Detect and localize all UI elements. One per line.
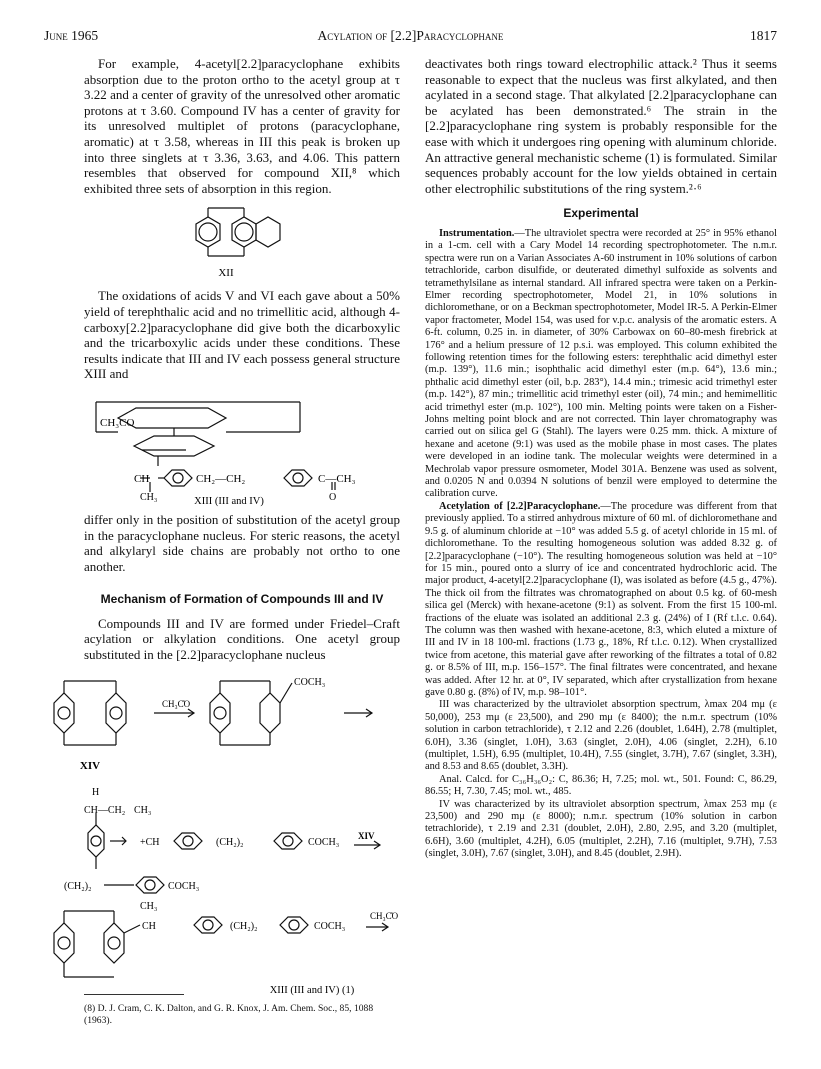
paragraph-oxidation: The oxidations of acids V and VI each gave about a 50% yield of terephthalic acid and no trimellitic acid, although 4-carboxy[2.2]paracyclophane did give both the dicarboxylic and the tricarboxylic acids under these conditions. These results indicate that III and IV each possess general structure XIII and xyxy=(84,288,400,382)
structure-xii-label: XII xyxy=(218,267,234,280)
experimental-heading: Experimental xyxy=(563,206,639,221)
scheme-ch: CH xyxy=(142,920,156,932)
xiii-oxygen: O xyxy=(329,491,337,503)
scheme-coch3-bottom: COCH₃ xyxy=(314,920,346,932)
scheme-ch3: CH₃ xyxy=(134,804,152,816)
paragraph-iii: III was characterized by the ultraviolet absorption spectrum, λmax 204 mμ (ε 50,000), 253 mμ (ε 23,500), and 290 mμ (ε 8400); the n.m.r. spectrum (10% solution in carbon tetrachloride), τ 2.12 and 2.26 (doublet, 1.64H), 2.78 (multiplet, 6.0H), 3.36 (singlet, 1.0H), 3.63 (singlet, 2.0H), 4.06 (singlet, 2.2H), 6.10 (multiplet, 1.5H), 6.95 (multiplet, 10.4H), 7.55 (singlet, 3.7H), 7.67 (singlet, 3.3H), and 8.53 and 8.65 (doublet, 3.3H). xyxy=(425,699,777,773)
acetylation-heading: Acetylation of [2.2]Paracyclophane. xyxy=(439,500,601,512)
paragraph-nmr: For example, 4-acetyl[2.2]paracyclophane exhibits absorption due to the proton ortho to the acetyl group at τ 3.22 and a center of gravity of the unresolved other aromatic protons at τ 3.60. Compound IV has a center of gravity for its unresolved multiplet of protons (paracyclophane, aromatic) at τ 3.58, whereas in III this peak is broken up into three singlets at τ 3.36, 3.63, and 4.06. This pattern resembles that observed for compound XII,⁸ which exhibited three sets of absorption in this region. xyxy=(84,56,400,196)
paragraph-analysis: Anal. Calcd. for C₃₆H₃₆O₂: C, 86.36; H, 7.25; mol. wt., 501. Found: C, 86.29, 86.55; H, 7.30, 7.45; mol. wt., 485. xyxy=(425,773,777,798)
left-column xyxy=(64,56,400,1003)
xiii-ch: CH xyxy=(134,472,150,485)
scheme-plus-ch: +CH xyxy=(140,836,160,848)
scheme-h: H xyxy=(92,786,100,798)
xiii-chain: CH₂—CH₂ xyxy=(196,472,246,485)
instrumentation-heading: Instrumentation. xyxy=(439,227,515,239)
paragraph-mechanism: Compounds III and IV are formed under Friedel–Craft acylation or alkylation conditions. One acetyl group substituted in the [2.2]paracyclophane nucleus xyxy=(84,615,400,663)
structure-xii xyxy=(84,196,400,288)
scheme-coch3-top: COCH₃ xyxy=(294,676,326,688)
running-header xyxy=(44,28,777,48)
paragraph-deactivates: deactivates both rings toward electrophilic attack.² Thus it seems reasonable to expect that the nucleus was first alkylated, and then acylated in a second stage. That alkylated [2.2]paracyclophane can be acylated has been demonstrated.⁶ The strain in the [2.2]paracyclophane ring system is probably responsible for the ease with which it undergoes ring opening with aluminum chloride. An attractive general mechanistic scheme (1) is formulated. Similar sequences probably account for the low yields obtained in certain other electrophilic substitutions of the ring system.²·⁶ xyxy=(425,56,777,196)
scheme-ch2-2-bottom: (CH₂)₂ xyxy=(230,920,258,932)
scheme-coch3-mid: COCH₃ xyxy=(168,880,200,892)
page-number: 1817 xyxy=(750,28,777,43)
footnote: (8) D. J. Cram, C. K. Dalton, and G. R. Knox, J. Am. Chem. Soc., 85, 1088 (1963). xyxy=(84,1003,374,1026)
footnote-rule xyxy=(84,994,184,995)
scheme-label: XIII (III and IV) (1) xyxy=(269,984,355,996)
experimental-body xyxy=(425,228,777,861)
scheme-xiv-arrow: XIV xyxy=(358,830,375,841)
scheme-reagent-2: CH₃C̊O xyxy=(370,910,399,921)
scheme-ch3-bottom: CH₃ xyxy=(140,900,158,912)
paragraph-instrumentation xyxy=(425,228,777,501)
xiii-acyl-group: CH₃CO xyxy=(100,416,135,429)
mechanism-scheme-drawing xyxy=(44,663,400,1003)
xiii-methyl: CH₃ xyxy=(140,491,158,503)
header-title: Acylation of [2.2]Paracyclophane xyxy=(317,28,504,43)
instrumentation-text: —The ultraviolet spectra were recorded at 25° in 95% ethanol in a 1-cm. cell with a Cary Model 14 recording spectrophotometer. The n.m.r. spectra were run on a Varian Associates A-60 instrument in 10% solutions of carbon tetrachloride, carbon disulfide, or deuterated dimethyl sulfoxide as solvents and tetramethylsilane as internal standard. All infrared spectra were taken on a Perkin-Elmer recording spectrophotometer, Model 21, in 10% solutions in dichloromethane, or on a Beckman spectrophotometer, Model IR-5. A Perkin-Elmer vapor fractometer, Model 154, was used for v.p.c. analysis of the aromatic esters. A 6-ft. column, 0.25 in. in diameter, of 30% Carbowax on 60–80-mesh firebrick at 176° and a helium pressure of 12 p.s.i. was employed. This column exhibited the following retention times for the following esters: terephthalic acid dimethyl ester (m.p. 139°), 11.6 min.; isophthalic acid dimethyl ester (m.p. 64°), 13.6 min.; phthalic acid dimethyl ester (oil, b.p. 283°), 14.4 min.; trimesic acid trimethyl ester (m.p. 142°), 87 min.; trimellitic acid trimethyl ester (oil), 74 min.; and hemimellitic acid trimethyl ester (m.p. 102°), 100 min. Melting points were taken on a Fisher-Johns melting point block and are not corrected. Thin layer chromatography was carried out on silica gel G (Stahl). The layers were 0.25 mm. thick. A mixture of hexane and acetone (9:1) was used as the mobile phase in most cases. The plates were developed in an iodine tank. The molecular weights were determined in a Mechrolab vapor pressure osmometer, Model 301A. Benzene was used as solvent, and 0.0205 N and 0.0394 N solutions of benzil were employed to determine the calibration curve. xyxy=(425,227,777,500)
xiii-label: XIII (III and IV) xyxy=(194,495,264,507)
scheme-reagent: CH₃C̊O xyxy=(162,698,191,709)
acetylation-text: —The procedure was different from that previously applied. To a stirred anhydrous mixture of 60 ml. of dichloromethane and 9.5 g. of aluminum chloride at −10° was added 5.5 g. of acetyl chloride in 15 ml. of dichloromethane. To the resulting homogeneous solution was added 8.32 g. of [2.2]paracyclophane (−10°). The resulting homogeneous solution was held at −10° for 15 min., poured onto a slurry of ice and concentrated hydrochloric acid. The major product, 4-acetyl[2.2]paracyclophane (I), was isolated as before (4.5 g., 47%). The thick oil from the filtrates was chromatographed on about 0.5 kg. of 60-mesh silica gel (Merck) with hexane-acetone (9:1) as solvent. From the first 15 100-ml. fractions of the eluate was isolated an additional 2.3 g. (24%) of I (Rf t.l.c. 0.64). The column was then washed with hexane-acetone, 8:3, which eluted a mixture of III and IV in 18 100-ml. fractions (1.73 g., 18%, Rf t.l.c. 0.12). When crystallized twice from acetone, this material gave after reworking of the filtrates a total of 0.82 g. or 8.5% of III, m.p. 156–157°. The final filtrates were concentrated, and hexane was added. After 12 hr. at 0°, IV separated, which after crystallization from hexane gave 0.80 g. (8%) of IV, m.p. 98–101°. xyxy=(425,500,777,698)
structure-xiii xyxy=(84,382,400,512)
xiii-ketone: C—CH₃ xyxy=(318,472,356,485)
header-date: June 1965 xyxy=(44,28,99,43)
mechanism-scheme xyxy=(44,663,400,1003)
scheme-ch2-2: (CH₂)₂ xyxy=(216,836,244,848)
paragraph-steric: differ only in the position of substitution of the acetyl group in the paracyclophane nucleus. For steric reasons, the acetyl and alkylaryl side chains are probably not ortho to one another. xyxy=(84,511,400,574)
scheme-xiv-label: XIV xyxy=(79,759,101,772)
right-column xyxy=(425,56,777,861)
paragraph-iv: IV was characterized by its ultraviolet absorption spectrum, λmax 253 mμ (ε 23,500) and 290 mμ (ε 8000); n.m.r. spectrum (10% solution in carbon tetrachloride), τ 2.19 and 2.31 (doublet, 2.0H), 2.80, 2.95, and 3.20 (multiplet, 6.6H), 3.60 (multiplet, 4.2H), 6.05 (multiplet, 2.2H), 7.16 (multiplet, 9.7H), 7.53 (singlet, 3.0H), 7.67 (singlet, 3.0H), and 8.45 (doublet, 2.9H). xyxy=(425,798,777,860)
structure-xiii-drawing xyxy=(84,382,400,512)
scheme-ch-ch2: CH—CH₂ xyxy=(84,804,126,816)
mechanism-heading: Mechanism of Formation of Compounds III and IV xyxy=(100,592,384,607)
paragraph-acetylation xyxy=(425,501,777,700)
scheme-coch3: COCH₃ xyxy=(308,836,340,848)
scheme-ch2-2-left: (CH₂)₂ xyxy=(64,880,92,892)
structure-xii-drawing xyxy=(84,196,400,288)
